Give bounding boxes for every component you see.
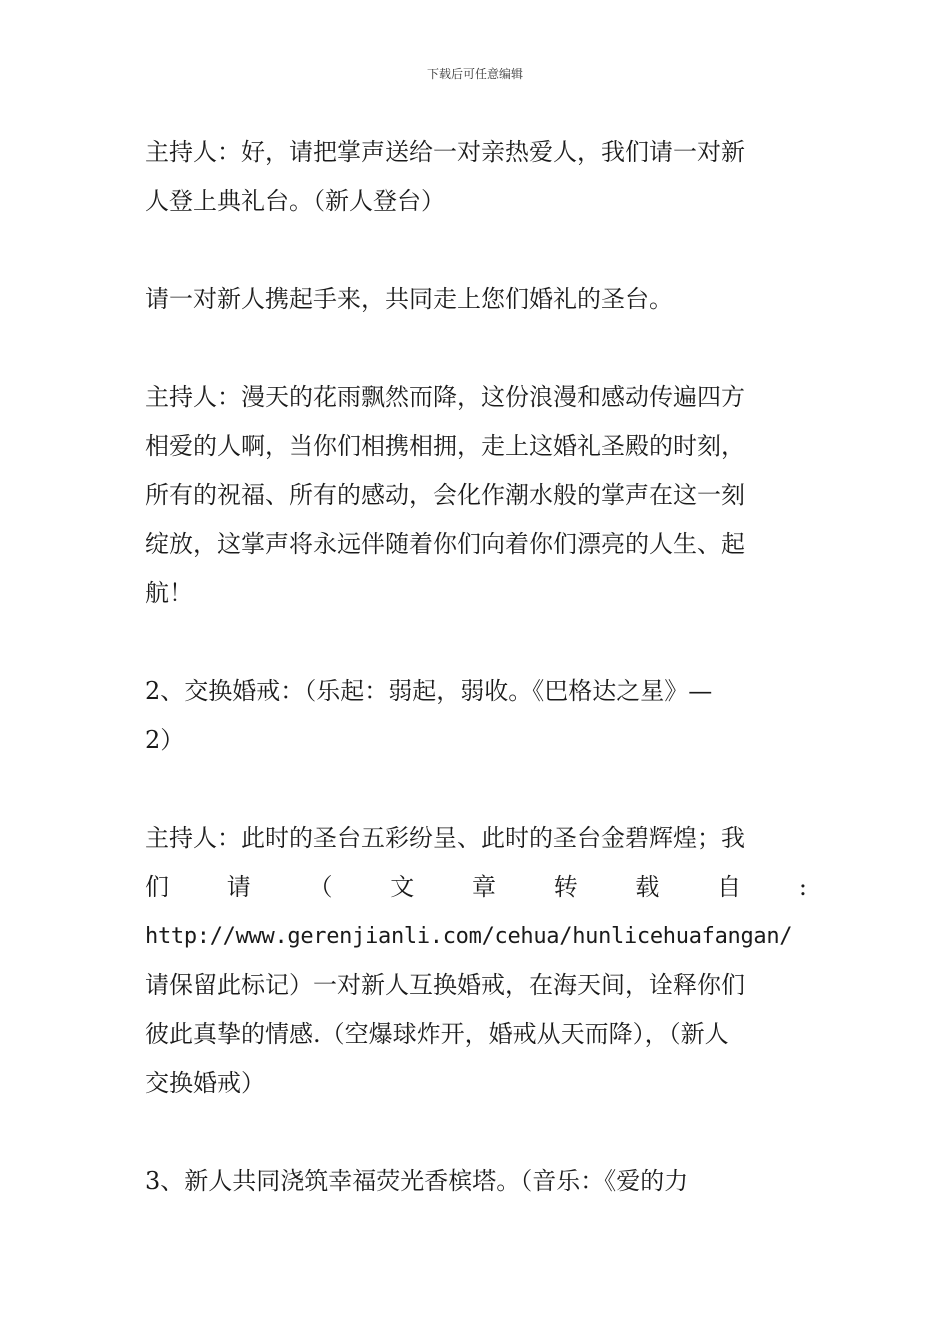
paragraph-flower-rain: [145, 373, 807, 618]
paragraph-champagne-tower: [145, 1157, 807, 1206]
paragraph-ring-exchange-heading: [145, 667, 807, 765]
text-line: 3、新人共同浇筑幸福荧光香槟塔。（音乐：《爱的力: [145, 1167, 689, 1195]
text-line: 请保留此标记）一对新人互换婚戒，在海天间，诠释你们: [145, 971, 745, 999]
text-line: 交换婚戒）: [145, 1069, 265, 1097]
text-line: 主持人：漫天的花雨飘然而降，这份浪漫和感动传遍四方: [145, 383, 745, 411]
text-line: 所有的祝福、所有的感动，会化作潮水般的掌声在这一刻: [145, 481, 745, 509]
text-line: 相爱的人啊，当你们相携相拥，走上这婚礼圣殿的时刻，: [145, 432, 745, 460]
text-line: 2、交换婚戒：（乐起：弱起，弱收。《巴格达之星》—: [145, 677, 713, 705]
text-line: 主持人：此时的圣台五彩纷呈、此时的圣台金碧辉煌；我: [145, 824, 745, 852]
text-line: 人登上典礼台。（新人登台）: [145, 187, 445, 215]
text-line: 2）: [145, 726, 185, 754]
paragraph-join-hands: [145, 275, 807, 324]
text-line: 航！: [145, 579, 193, 607]
document-body: [145, 128, 807, 1206]
text-line: 请一对新人携起手来，共同走上您们婚礼的圣台。: [145, 285, 673, 313]
text-line: 绽放，这掌声将永远伴随着你们向着你们漂亮的人生、起: [145, 530, 745, 558]
text-line: 主持人：好，请把掌声送给一对亲热爱人，我们请一对新: [145, 138, 745, 166]
text-line-spread: 们 请 （ 文 章 转 载 自 :: [145, 873, 807, 901]
paragraph-host-invite: [145, 128, 807, 226]
source-url: http://www.gerenjianli.com/cehua/hunlicehuafangan/: [145, 924, 793, 949]
text-line: 彼此真挚的情感.（空爆球炸开，婚戒从天而降），（新人: [145, 1020, 729, 1048]
page-header: 下载后可任意编辑: [426, 67, 523, 81]
paragraph-ring-exchange: [145, 814, 807, 1108]
